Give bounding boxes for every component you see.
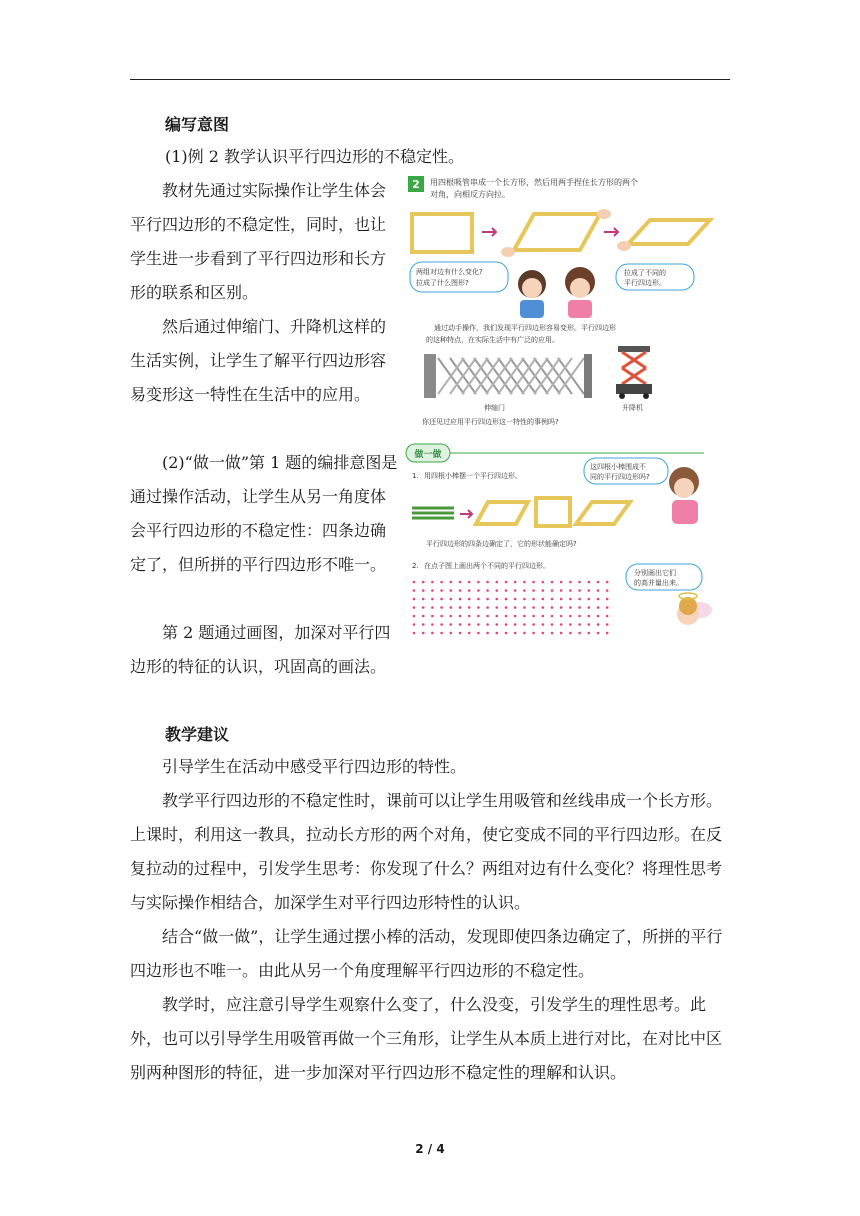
paragraph-examples: 然后通过伸缩门、升降机这样的生活实例，让学生了解平行四边形容易变形这一特性在生活中的应用。 bbox=[130, 317, 387, 404]
boy-body-icon bbox=[520, 300, 544, 318]
grid-dot bbox=[413, 623, 416, 626]
grid-dot bbox=[523, 589, 526, 592]
grid-dot bbox=[496, 615, 499, 618]
grid-dot bbox=[560, 606, 563, 609]
hand-icon bbox=[597, 209, 611, 219]
try-bubble-line-2: 同的平行四边形吗? bbox=[590, 473, 650, 481]
grid-dot bbox=[560, 598, 563, 601]
grid-dot bbox=[440, 581, 443, 584]
grid-dot bbox=[477, 623, 480, 626]
grid-dot bbox=[450, 615, 453, 618]
grid-dot bbox=[606, 623, 609, 626]
girl-face-icon bbox=[570, 278, 590, 298]
instruction-line-2: 对角，向相反方向拉。 bbox=[430, 190, 510, 199]
grid-dot bbox=[422, 598, 425, 601]
try-bubble-line-4: 的高并量出来。 bbox=[634, 579, 683, 587]
grid-dot bbox=[450, 581, 453, 584]
grid-dot bbox=[560, 615, 563, 618]
grid-dot bbox=[505, 589, 508, 592]
girl2-body-icon bbox=[672, 500, 698, 524]
grid-dot bbox=[551, 615, 554, 618]
grid-dot bbox=[560, 589, 563, 592]
grid-dot bbox=[440, 615, 443, 618]
grid-dot bbox=[597, 623, 600, 626]
grid-dot bbox=[477, 606, 480, 609]
grid-dot bbox=[505, 615, 508, 618]
grid-dot bbox=[588, 632, 591, 635]
grid-dot bbox=[468, 615, 471, 618]
grid-dot bbox=[578, 589, 581, 592]
textbook-figure bbox=[404, 172, 716, 638]
dot-grid bbox=[413, 581, 609, 635]
grid-dot bbox=[422, 615, 425, 618]
grid-dot bbox=[542, 606, 545, 609]
grid-dot bbox=[505, 598, 508, 601]
grid-dot bbox=[468, 623, 471, 626]
grid-dot bbox=[597, 606, 600, 609]
grid-dot bbox=[422, 589, 425, 592]
grid-dot bbox=[413, 632, 416, 635]
grid-dot bbox=[431, 632, 434, 635]
grid-dot bbox=[578, 581, 581, 584]
grid-dot bbox=[551, 632, 554, 635]
grid-dot bbox=[486, 615, 489, 618]
grid-dot bbox=[606, 589, 609, 592]
grid-dot bbox=[486, 581, 489, 584]
grid-dot bbox=[560, 581, 563, 584]
heading-writing-intent: 编写意图 bbox=[165, 115, 230, 134]
grid-dot bbox=[514, 615, 517, 618]
grid-dot bbox=[569, 606, 572, 609]
grid-dot bbox=[514, 581, 517, 584]
grid-dot bbox=[606, 606, 609, 609]
question-1-number: 1. bbox=[412, 472, 419, 480]
grid-dot bbox=[459, 598, 462, 601]
grid-dot bbox=[523, 598, 526, 601]
grid-dot bbox=[551, 581, 554, 584]
grid-dot bbox=[505, 632, 508, 635]
page-number: 2 / 4 bbox=[415, 1142, 445, 1156]
grid-dot bbox=[422, 606, 425, 609]
grid-dot bbox=[413, 589, 416, 592]
grid-dot bbox=[468, 632, 471, 635]
paragraph-suggestion-straws: 教学平行四边形的不稳定性时，课前可以让学生用吸管和丝线串成一个长方形。上课时，利用这一教具，拉动长方形的两个对角，使它变成不同的平行四边形。在反复拉动的过程中，引发学生思考：你发现了什么？两组对边有什么变化？将理性思考与实际操作相结合，加深学生对平行四边形特性的认识。 bbox=[130, 791, 723, 912]
arrow-icon bbox=[604, 228, 618, 236]
try-bubble-line-3: 分别画出它们 bbox=[634, 569, 676, 577]
grid-dot bbox=[431, 623, 434, 626]
paragraph-suggestion-intro: 引导学生在活动中感受平行四边形的特性。 bbox=[162, 757, 467, 776]
grid-dot bbox=[551, 589, 554, 592]
try-title: 做一做 bbox=[414, 450, 442, 460]
grid-dot bbox=[477, 598, 480, 601]
grid-dot bbox=[542, 589, 545, 592]
grid-dot bbox=[459, 615, 462, 618]
straw-parallelogram-1 bbox=[514, 214, 600, 250]
grid-dot bbox=[514, 589, 517, 592]
speech-bubble-left bbox=[410, 262, 508, 292]
grid-dot bbox=[413, 581, 416, 584]
example-number: 2 bbox=[412, 178, 420, 191]
grid-dot bbox=[523, 581, 526, 584]
grid-dot bbox=[532, 589, 535, 592]
grid-dot bbox=[542, 598, 545, 601]
grid-dot bbox=[505, 606, 508, 609]
grid-dot bbox=[450, 632, 453, 635]
try-question-1-note: 平行四边形的四条边确定了，它的形状能确定吗? bbox=[426, 540, 577, 548]
grid-dot bbox=[459, 606, 462, 609]
try-bubble-line-1: 这四根小棒围成不 bbox=[590, 463, 646, 471]
grid-dot bbox=[486, 632, 489, 635]
grid-dot bbox=[523, 623, 526, 626]
grid-dot bbox=[413, 615, 416, 618]
question-text: 你还见过应用平行四边形这一特性的事例吗? bbox=[422, 418, 559, 426]
grid-dot bbox=[560, 632, 563, 635]
grid-dot bbox=[450, 606, 453, 609]
finding-line-2: 的这种特点，在实际生活中有广泛的应用。 bbox=[426, 336, 559, 344]
grid-dot bbox=[606, 598, 609, 601]
straw-parallelogram-2 bbox=[628, 220, 710, 244]
grid-dot bbox=[440, 589, 443, 592]
paragraph-operation: 教材先通过实际操作让学生体会平行四边形的不稳定性，同时，也让学生进一步看到了平行四边形和长方形的联系和区别。 bbox=[130, 181, 387, 302]
arrow-icon bbox=[482, 228, 496, 236]
grid-dot bbox=[413, 598, 416, 601]
scissor-lift-icon bbox=[616, 346, 652, 399]
grid-dot bbox=[551, 598, 554, 601]
grid-dot bbox=[431, 615, 434, 618]
grid-dot bbox=[496, 589, 499, 592]
hand-icon bbox=[617, 241, 631, 251]
grid-dot bbox=[440, 623, 443, 626]
grid-dot bbox=[496, 632, 499, 635]
grid-dot bbox=[542, 632, 545, 635]
paragraph-try-one: (2)“做一做”第 1 题的编排意图是通过操作活动，让学生从另一角度体会平行四边形的不稳定性：四条边确定了，但所拼的平行四边形不唯一。 bbox=[130, 453, 398, 574]
try-question-2: 在点子图上画出两个不同的平行四边形。 bbox=[424, 562, 550, 570]
grid-dot bbox=[532, 606, 535, 609]
stick-parallelogram-1 bbox=[476, 502, 528, 524]
grid-dot bbox=[578, 632, 581, 635]
grid-dot bbox=[597, 615, 600, 618]
grid-dot bbox=[422, 581, 425, 584]
grid-dot bbox=[588, 606, 591, 609]
grid-dot bbox=[468, 598, 471, 601]
grid-dot bbox=[569, 581, 572, 584]
grid-dot bbox=[597, 632, 600, 635]
grid-dot bbox=[450, 598, 453, 601]
grid-dot bbox=[532, 623, 535, 626]
grid-dot bbox=[542, 581, 545, 584]
grid-dot bbox=[606, 632, 609, 635]
grid-dot bbox=[486, 598, 489, 601]
grid-dot bbox=[588, 615, 591, 618]
grid-dot bbox=[542, 623, 545, 626]
grid-dot bbox=[532, 615, 535, 618]
stick-parallelogram-2 bbox=[576, 502, 630, 524]
grid-dot bbox=[523, 632, 526, 635]
grid-dot bbox=[440, 606, 443, 609]
heading-teaching-suggestion: 教学建议 bbox=[165, 725, 230, 744]
grid-dot bbox=[606, 615, 609, 618]
paragraph-suggestion-observe: 教学时，应注意引导学生观察什么变了，什么没变，引发学生的理性思考。此外，也可以引导学生用吸管再做一个三角形，让学生从本质上进行对比，在对比中区别两种图形的特征，进一步加深对平行四边形不稳定性的理解和认识。 bbox=[130, 995, 723, 1082]
label-gate: 伸缩门 bbox=[484, 404, 505, 412]
grid-dot bbox=[597, 589, 600, 592]
grid-dot bbox=[440, 632, 443, 635]
grid-dot bbox=[597, 581, 600, 584]
try-question-1: 用四根小棒摆一个平行四边形。 bbox=[424, 472, 522, 480]
grid-dot bbox=[532, 632, 535, 635]
grid-dot bbox=[496, 623, 499, 626]
grid-dot bbox=[486, 623, 489, 626]
grid-dot bbox=[551, 606, 554, 609]
instruction-line-1: 用四根吸管串成一个长方形，然后用两手捏住长方形的两个 bbox=[430, 178, 638, 187]
grid-dot bbox=[569, 598, 572, 601]
grid-dot bbox=[450, 623, 453, 626]
grid-dot bbox=[505, 581, 508, 584]
grid-dot bbox=[431, 589, 434, 592]
textbook-figure-svg bbox=[404, 172, 716, 638]
grid-dot bbox=[505, 623, 508, 626]
bubble-left-line-1: 两组对边有什么变化? bbox=[416, 268, 483, 276]
grid-dot bbox=[459, 581, 462, 584]
angel-icon bbox=[677, 593, 712, 625]
question-2-number: 2. bbox=[412, 562, 419, 570]
sticks-icon bbox=[412, 508, 454, 518]
grid-dot bbox=[569, 623, 572, 626]
grid-dot bbox=[588, 623, 591, 626]
grid-dot bbox=[450, 589, 453, 592]
grid-dot bbox=[514, 598, 517, 601]
grid-dot bbox=[523, 615, 526, 618]
grid-dot bbox=[532, 598, 535, 601]
grid-dot bbox=[569, 632, 572, 635]
label-lift: 升降机 bbox=[622, 404, 643, 412]
grid-dot bbox=[496, 598, 499, 601]
straw-rectangle bbox=[412, 214, 472, 252]
grid-dot bbox=[468, 589, 471, 592]
grid-dot bbox=[477, 632, 480, 635]
boy-face-icon bbox=[522, 278, 542, 298]
bubble-right-line-1: 拉成了不同的 bbox=[624, 269, 666, 277]
grid-dot bbox=[532, 581, 535, 584]
grid-dot bbox=[468, 606, 471, 609]
stick-square bbox=[536, 498, 570, 526]
grid-dot bbox=[514, 623, 517, 626]
hand-icon bbox=[501, 247, 515, 257]
retractable-gate-icon bbox=[424, 354, 592, 398]
grid-dot bbox=[551, 623, 554, 626]
grid-dot bbox=[413, 606, 416, 609]
grid-dot bbox=[477, 581, 480, 584]
grid-dot bbox=[486, 589, 489, 592]
bubble-left-line-2: 拉成了什么图形? bbox=[416, 279, 469, 287]
grid-dot bbox=[523, 606, 526, 609]
grid-dot bbox=[468, 581, 471, 584]
grid-dot bbox=[588, 581, 591, 584]
grid-dot bbox=[486, 606, 489, 609]
grid-dot bbox=[578, 623, 581, 626]
grid-dot bbox=[477, 615, 480, 618]
grid-dot bbox=[597, 598, 600, 601]
grid-dot bbox=[496, 606, 499, 609]
finding-line-1: 通过动手操作，我们发现平行四边形容易变形。平行四边形 bbox=[434, 324, 616, 332]
paragraph-try-two: 第 2 题通过画图，加深对平行四边形的特征的认识，巩固高的画法。 bbox=[130, 623, 391, 676]
grid-dot bbox=[514, 606, 517, 609]
grid-dot bbox=[588, 598, 591, 601]
arrow-icon bbox=[460, 510, 472, 518]
grid-dot bbox=[459, 623, 462, 626]
grid-dot bbox=[477, 589, 480, 592]
header-rule bbox=[130, 79, 730, 80]
grid-dot bbox=[440, 598, 443, 601]
grid-dot bbox=[578, 615, 581, 618]
girl2-face-icon bbox=[674, 478, 694, 498]
grid-dot bbox=[431, 598, 434, 601]
grid-dot bbox=[459, 632, 462, 635]
grid-dot bbox=[422, 632, 425, 635]
grid-dot bbox=[496, 581, 499, 584]
grid-dot bbox=[578, 598, 581, 601]
grid-dot bbox=[542, 615, 545, 618]
grid-dot bbox=[459, 589, 462, 592]
grid-dot bbox=[588, 589, 591, 592]
paragraph-suggestion-sticks: 结合“做一做”，让学生通过摆小棒的活动，发现即使四条边确定了，所拼的平行四边形也不唯一。由此从另一个角度理解平行四边形的不稳定性。 bbox=[130, 927, 723, 980]
grid-dot bbox=[431, 581, 434, 584]
intro-paragraph: (1)例 2 教学认识平行四边形的不稳定性。 bbox=[165, 147, 465, 166]
bubble-right-line-2: 平行四边形。 bbox=[624, 279, 666, 287]
grid-dot bbox=[422, 623, 425, 626]
grid-dot bbox=[606, 581, 609, 584]
grid-dot bbox=[431, 606, 434, 609]
grid-dot bbox=[569, 615, 572, 618]
girl-body-icon bbox=[568, 300, 592, 318]
grid-dot bbox=[514, 632, 517, 635]
grid-dot bbox=[578, 606, 581, 609]
grid-dot bbox=[560, 623, 563, 626]
grid-dot bbox=[569, 589, 572, 592]
